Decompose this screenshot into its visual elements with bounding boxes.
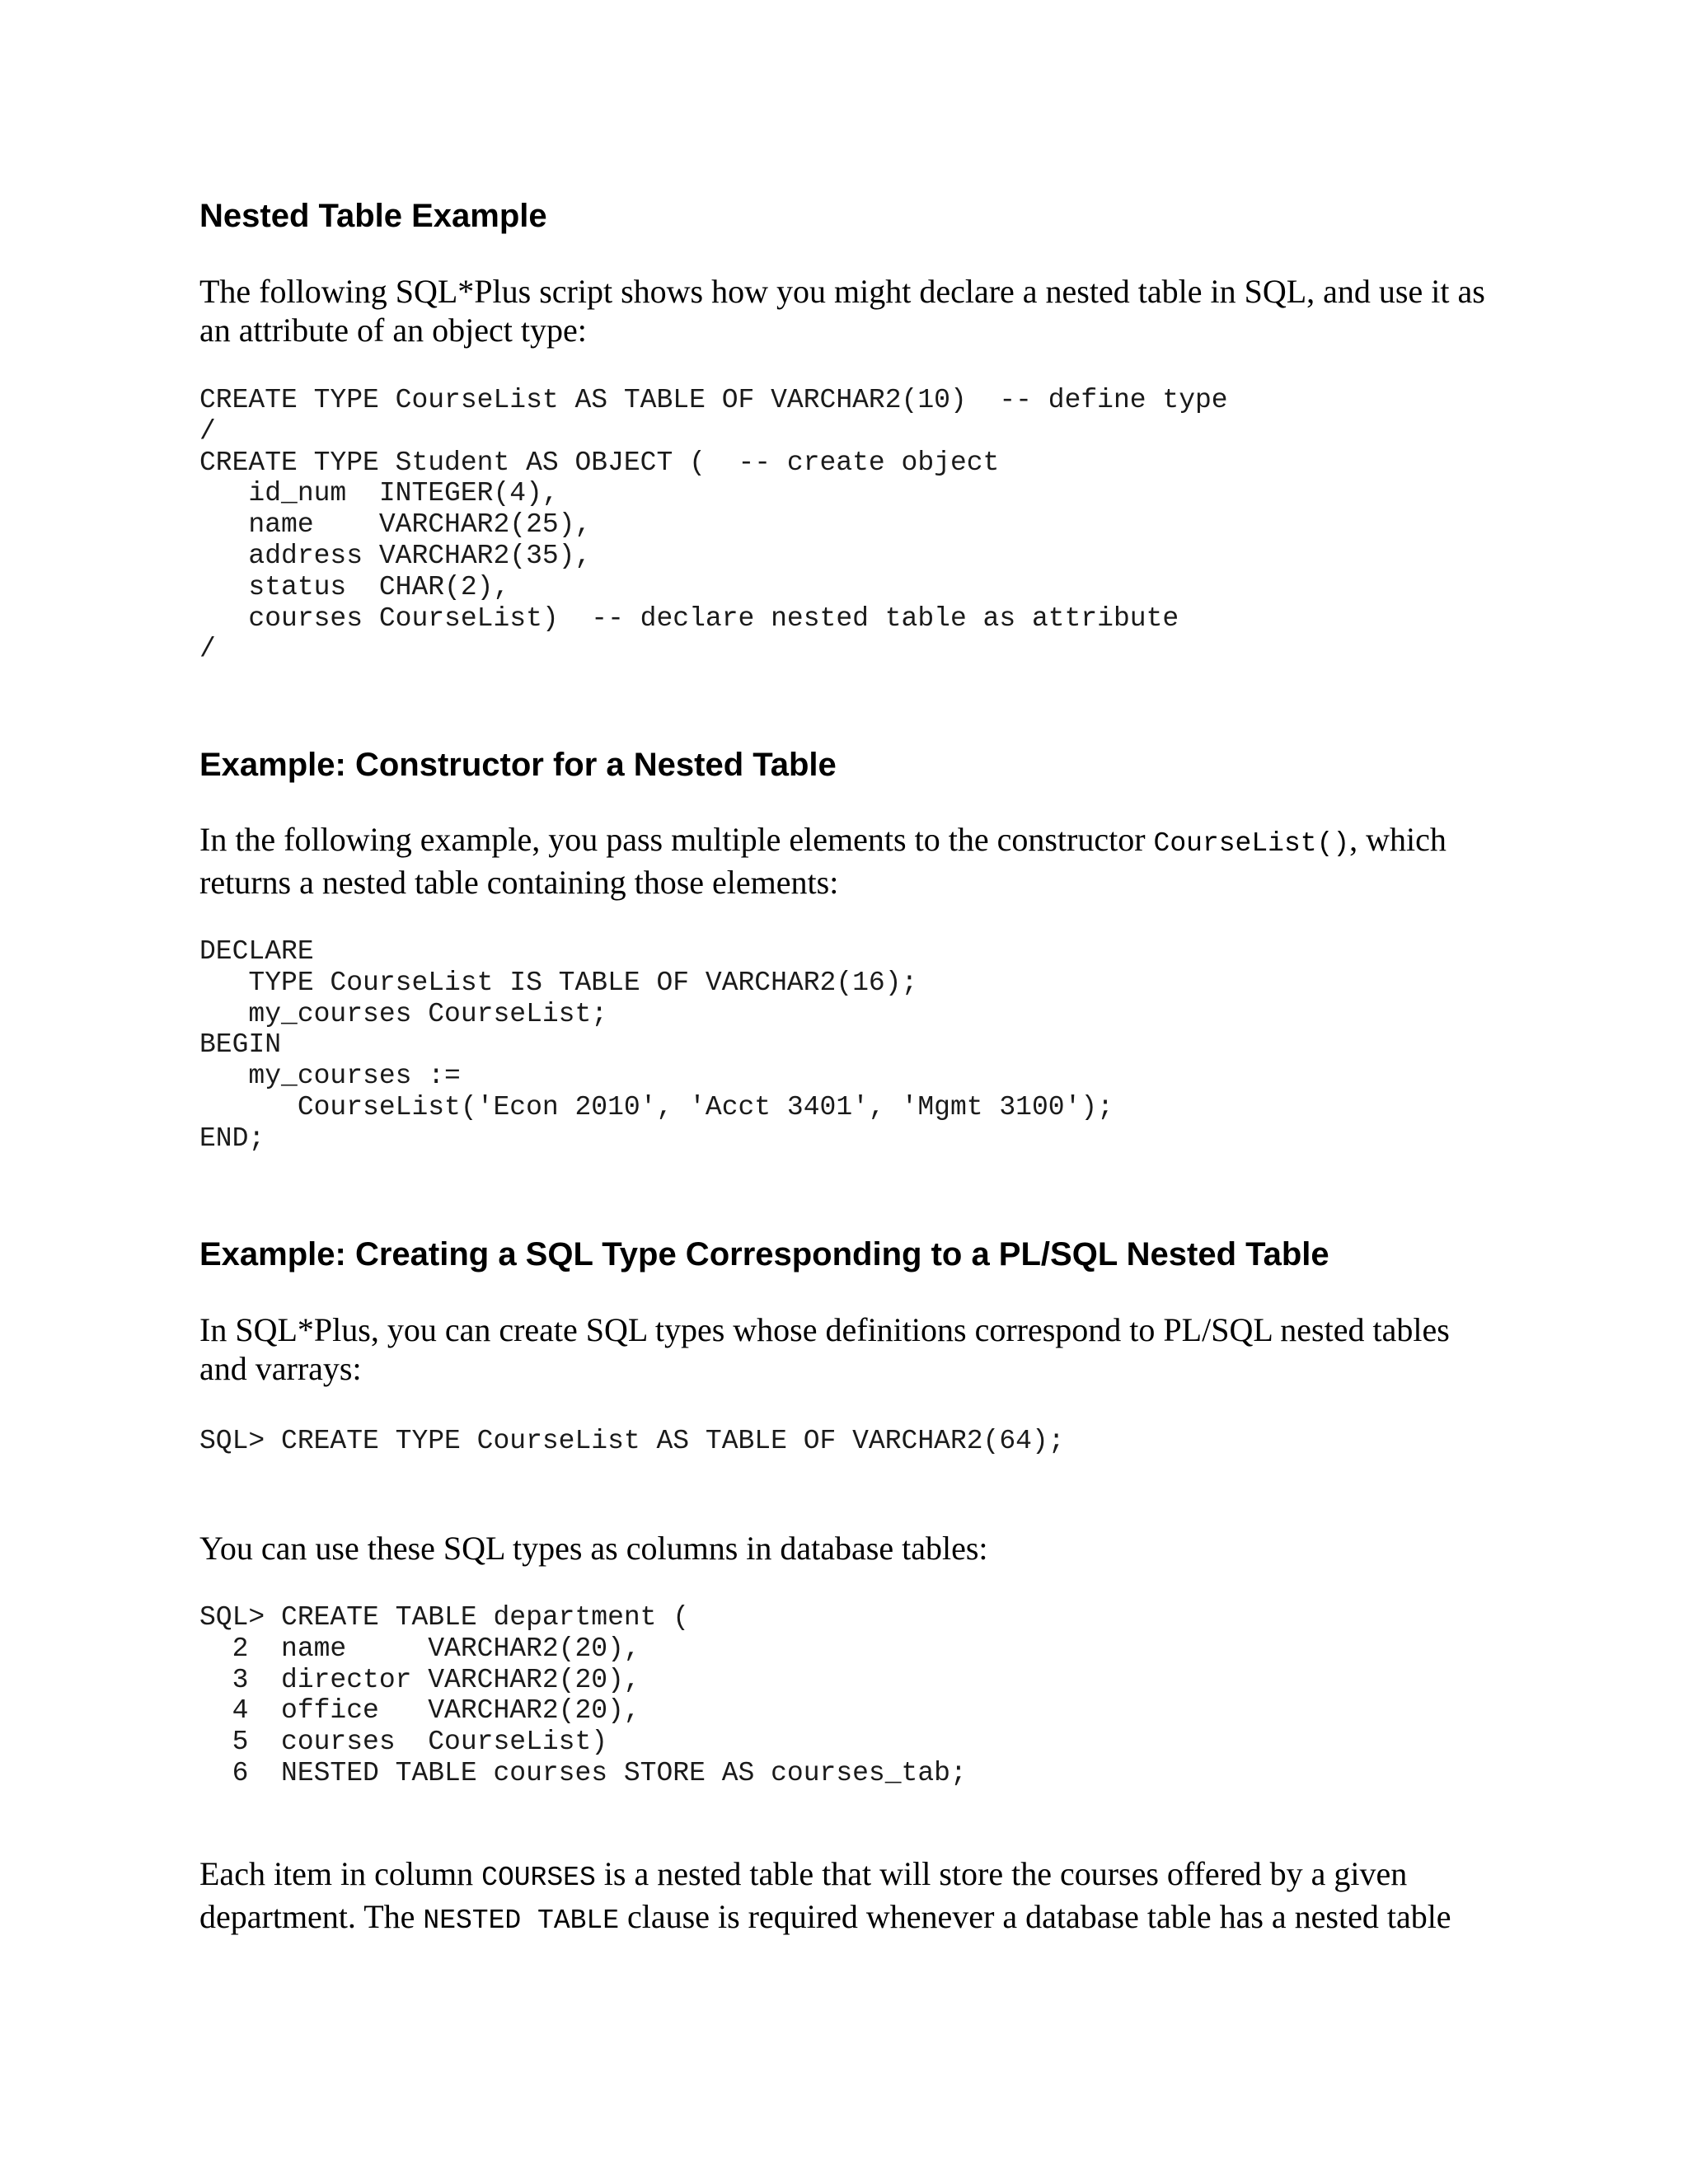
code-line: my_courses := xyxy=(199,1061,461,1092)
code-line: SQL> CREATE TABLE department ( xyxy=(199,1602,690,1633)
columns-paragraph xyxy=(199,1529,1502,1568)
courses-line-1 xyxy=(199,1854,1502,1897)
code-line: 2 name VARCHAR2(20), xyxy=(199,1633,640,1664)
inline-code: CourseList() xyxy=(1153,828,1350,859)
constructor-line-1 xyxy=(199,820,1502,863)
code-block-create-table xyxy=(199,1602,967,1789)
courses-line-2 xyxy=(199,1897,1502,1940)
text-run: In the following example, you pass multiple elements to the constructor xyxy=(199,821,1154,858)
heading-nested-table-example: Nested Table Example xyxy=(199,198,547,234)
intro-line-1: The following SQL*Plus script shows how you might declare a nested table in SQL, and use it as xyxy=(199,273,1485,310)
text-run: clause is required whenever a database table has a nested table xyxy=(619,1898,1451,1935)
code-line: my_courses CourseList; xyxy=(199,998,608,1029)
code-line: CREATE TYPE CourseList AS TABLE OF VARCHAR2(10) -- define type xyxy=(199,385,1228,415)
sqlplus-line-2: and varrays: xyxy=(199,1350,362,1387)
code-line: 4 office VARCHAR2(20), xyxy=(199,1695,640,1727)
code-line: DECLARE xyxy=(199,936,314,967)
text-run: , which xyxy=(1349,821,1447,858)
heading-constructor-example: Example: Constructor for a Nested Table xyxy=(199,747,837,783)
sqlplus-line-1: In SQL*Plus, you can create SQL types whose definitions correspond to PL/SQL nested tables xyxy=(199,1311,1450,1348)
code-block-declare xyxy=(199,936,1114,1155)
code-line: CourseList('Econ 2010', 'Acct 3401', 'Mgmt 3100'); xyxy=(199,1091,1114,1122)
code-line: SQL> CREATE TYPE CourseList AS TABLE OF VARCHAR2(64); xyxy=(199,1426,1065,1456)
sqlplus-paragraph xyxy=(199,1310,1502,1388)
inline-code: NESTED TABLE xyxy=(423,1905,620,1936)
text-run: is a nested table that will store the courses offered by a given xyxy=(595,1855,1408,1892)
code-block-create-type xyxy=(199,385,1228,665)
code-line: / xyxy=(199,634,216,665)
code-line: END; xyxy=(199,1122,265,1154)
inline-code: COURSES xyxy=(481,1863,596,1893)
heading-sql-type-example: Example: Creating a SQL Type Corresponding to a PL/SQL Nested Table xyxy=(199,1236,1329,1272)
code-line: CREATE TYPE Student AS OBJECT ( -- create object xyxy=(199,447,1000,478)
constructor-paragraph xyxy=(199,820,1502,902)
code-line: / xyxy=(199,415,216,447)
intro-line-2: an attribute of an object type: xyxy=(199,312,587,349)
text-run: department. The xyxy=(199,1898,424,1935)
code-line: TYPE CourseList IS TABLE OF VARCHAR2(16); xyxy=(199,967,918,998)
code-line: id_num INTEGER(4), xyxy=(199,478,559,509)
code-line: BEGIN xyxy=(199,1029,282,1061)
code-line: status CHAR(2), xyxy=(199,571,510,602)
code-block-create-type-sql xyxy=(199,1426,1065,1457)
intro-paragraph xyxy=(199,272,1502,349)
constructor-line-2: returns a nested table containing those elements: xyxy=(199,864,839,901)
code-line: courses CourseList) -- declare nested table as attribute xyxy=(199,602,1179,634)
courses-paragraph xyxy=(199,1854,1502,1940)
columns-line: You can use these SQL types as columns in database tables: xyxy=(199,1530,988,1567)
code-line: 6 NESTED TABLE courses STORE AS courses_tab; xyxy=(199,1757,967,1788)
code-line: 5 courses CourseList) xyxy=(199,1727,608,1758)
code-line: 3 director VARCHAR2(20), xyxy=(199,1664,640,1695)
code-line: address VARCHAR2(35), xyxy=(199,540,592,571)
text-run: Each item in column xyxy=(199,1855,482,1892)
code-line: name VARCHAR2(25), xyxy=(199,509,592,541)
